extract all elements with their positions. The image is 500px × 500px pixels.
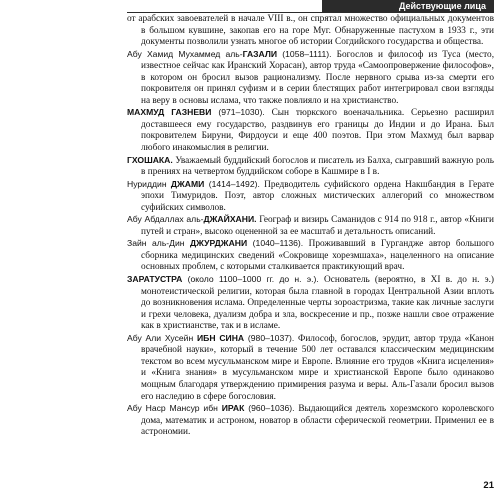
entry-text: Предводитель суфийского ордена Накшбандия в Герате эпохи Тимуридов. Поэт, автор сложных мистических аллегорий со множеством суфийских символов.	[141, 179, 494, 213]
entry-name	[127, 179, 260, 189]
glossary-entry	[127, 274, 494, 333]
entry-name-caps: МАХМУД ГАЗНЕВИ	[127, 107, 212, 118]
entry-text: Уважаемый буддийский богослов и писатель из Балха, сыгравший важную роль в прениях на четвертом буддийском соборе в Кашмире в I в.	[141, 155, 494, 178]
entry-name-prefix: Нуриддин	[127, 178, 171, 189]
entry-name-caps: ИБН СИНА	[197, 332, 245, 343]
glossary-entry	[127, 107, 494, 154]
entry-name-prefix: Абу Хамид Мухаммед аль-	[127, 48, 243, 59]
entry-name-prefix: Абу Наср Мансур ибн	[127, 403, 222, 414]
entry-name	[127, 333, 294, 343]
entry-dates: (960–1036).	[244, 403, 295, 414]
entry-text: Проживавший в Гургандже автор большого сборника медицинских сведений «Сокровище хорезмшаха», нацеленного на описание основных проблем, с которыми сталкивается практикующий врач.	[141, 239, 494, 273]
entry-name	[127, 107, 265, 117]
entry-name-caps: ГАЗАЛИ	[242, 48, 278, 59]
entry-name-caps: ЗАРАТУСТРА	[127, 274, 183, 285]
entry-text: Географ и визирь Саманидов с 914 по 918 г., автор «Книги путей и стран», высоко оцененной за ее масштаб и детальность описаний.	[141, 215, 495, 237]
entry-name	[127, 274, 319, 284]
glossary-entry	[127, 333, 494, 403]
entry-name-caps: ДЖАЙХАНИ.	[203, 214, 257, 225]
entry-dates: (1414–1492).	[204, 178, 260, 189]
entry-text: от арабских завоевателей в начале VIII в., он спрятал множество официальных документов в большом кувшине, закопав его на горе Муг. Обнаруженные пастухом в 1933 г., эти документы позволили узнать многое об истории Согдийского государства и общества.	[127, 14, 494, 48]
running-header-title: Действующие лица	[398, 1, 486, 11]
entry-name-caps: ИРАК	[221, 403, 245, 414]
entry-name	[127, 403, 295, 413]
entry-name-caps: ДЖУРДЖАНИ	[190, 238, 248, 249]
entry-name-caps: ДЖАМИ	[170, 178, 205, 189]
entry-dates: (1040–1136).	[247, 238, 304, 249]
entry-name-prefix: Абу Али Хусейн	[127, 332, 197, 343]
glossary-entry	[127, 14, 494, 49]
glossary-entry	[127, 214, 494, 238]
glossary-entry	[127, 403, 494, 439]
entry-dates: (980–1037).	[244, 332, 295, 343]
entry-text: Богослов и философ из Туса (место, известное сейчас как Иранский Хорасан), автор труда «Самоопровержение философов», в котором он бросил вызов рационализму. После нервного срыва из-за смерти его покровителя он принял суфизм и в серии блестящих работ интегрировал свои взгляды на веру в основы ислама, что также повлияло и на христианство.	[141, 49, 495, 106]
header-rule	[127, 12, 494, 13]
entry-name	[127, 214, 257, 224]
entry-name	[127, 155, 173, 165]
entry-name-prefix: Зайн аль-Дин	[127, 238, 191, 249]
entry-text: Философ, богослов, эрудит, автор труда «Канон врачебной науки», который в течение 500 лет оставался классическим медицинским текстом во всем мусульманском мире и Европе. Влияние его трудов «Книга исцеления» и «Книга знания» в мусульманском мире и христианской Европе было одинаково мощным благодаря утверждению примирения разума и веры. Аль-Газали бросил вызов его наследию в сфере богословия.	[141, 333, 495, 402]
glossary-entry	[127, 238, 494, 274]
entry-text: Основатель (вероятно, в XI в. до н. э.) монотеистической религии, которая была главной в городах Центральной Азии вплоть до возникновения ислама. Определенные черты зороастризма, такие как личные заслуги и грехи человека, дуализм добра и зла, воскресение и пр., позже нашли свое отражение как в христианстве, так и в исламе.	[141, 275, 494, 332]
entry-name	[127, 49, 332, 59]
entry-name	[127, 238, 303, 248]
page-number: 21	[483, 480, 494, 491]
entry-text: Выдающийся деятель хорезмского королевского дома, математик и астроном, новатор в области сферической геометрии. Применил ее в астрономии.	[141, 404, 495, 438]
entry-dates: (около 1100–1000 гг. до н. э.).	[182, 274, 319, 285]
entry-dates: (971–1030).	[211, 107, 265, 118]
glossary-entry	[127, 179, 494, 215]
glossary-entry	[127, 49, 494, 108]
glossary-list	[127, 14, 494, 439]
glossary-entry	[127, 155, 494, 179]
entry-text: Сын тюркского военачальника. Серьезно расширил доставшееся ему государство, раздвинув его границы до Индии и до Ирана. Был покровителем Бируни, Фирдоуси и еще 400 поэтов. При этом Махмуд был варвар любого инакомыслия в религии.	[141, 108, 495, 154]
entry-name-caps: ГХОШАКА.	[127, 154, 173, 165]
running-header	[322, 0, 494, 12]
entry-dates: (1058–1111).	[277, 48, 332, 59]
entry-name-prefix: Абу Абдаллах аль-	[127, 214, 204, 225]
